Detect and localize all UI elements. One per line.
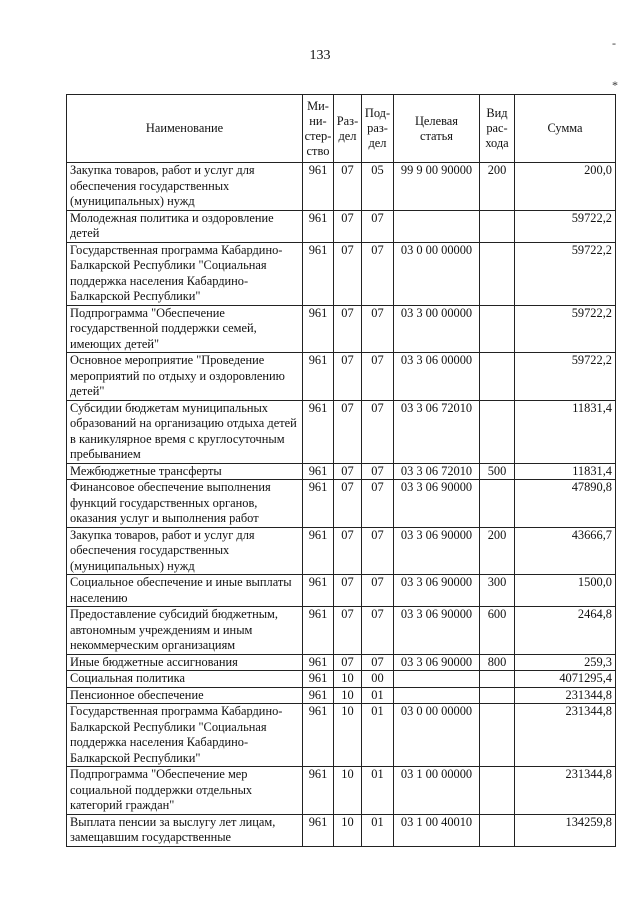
page-number: 133: [309, 48, 331, 63]
row-section: 07: [334, 400, 362, 463]
row-subsection: 07: [362, 607, 394, 655]
row-sum: 259,3: [515, 654, 616, 671]
row-section: 07: [334, 163, 362, 211]
row-sum: 43666,7: [515, 527, 616, 575]
row-section: 10: [334, 767, 362, 815]
table-row: [67, 305, 616, 353]
table-row: [67, 671, 616, 688]
row-subsection: 01: [362, 704, 394, 767]
row-target-article: 03 3 06 90000: [394, 654, 480, 671]
row-ministry: 961: [303, 242, 334, 305]
header-ministry: Ми- ни- стер- ство: [303, 95, 334, 163]
row-sum: 231344,8: [515, 704, 616, 767]
row-ministry: 961: [303, 463, 334, 480]
row-ministry: 961: [303, 704, 334, 767]
row-sum: 59722,2: [515, 305, 616, 353]
row-target-article: [394, 687, 480, 704]
row-target-article: 03 3 00 00000: [394, 305, 480, 353]
row-subsection: 07: [362, 210, 394, 242]
row-name: Подпрограмма "Обеспечение государственной поддержки семей, имеющих детей": [67, 305, 303, 353]
row-target-article: 03 3 06 90000: [394, 527, 480, 575]
table-row: [67, 607, 616, 655]
margin-mark: *: [612, 78, 618, 92]
row-ministry: 961: [303, 671, 334, 688]
table-row: [67, 575, 616, 607]
row-name: Молодежная политика и оздоровление детей: [67, 210, 303, 242]
row-sum: 231344,8: [515, 687, 616, 704]
table-row: [67, 163, 616, 211]
row-section: 07: [334, 305, 362, 353]
row-ministry: 961: [303, 767, 334, 815]
row-name: Иные бюджетные ассигнования: [67, 654, 303, 671]
row-expense-type: [480, 687, 515, 704]
row-subsection: 01: [362, 814, 394, 846]
row-subsection: 07: [362, 400, 394, 463]
row-target-article: 03 3 06 72010: [394, 463, 480, 480]
row-subsection: 00: [362, 671, 394, 688]
row-expense-type: 300: [480, 575, 515, 607]
row-target-article: 03 3 06 90000: [394, 480, 480, 528]
row-expense-type: [480, 210, 515, 242]
row-subsection: 01: [362, 767, 394, 815]
row-name: Государственная программа Кабардино-Балкарской Республики "Социальная поддержка населения Кабардино-Балкарской Республики": [67, 704, 303, 767]
row-section: 07: [334, 527, 362, 575]
table-row: [67, 463, 616, 480]
margin-mark: -: [612, 36, 616, 50]
row-sum: 231344,8: [515, 767, 616, 815]
row-target-article: 03 3 06 90000: [394, 575, 480, 607]
row-section: 07: [334, 480, 362, 528]
row-name: Социальное обеспечение и иные выплаты населению: [67, 575, 303, 607]
row-ministry: 961: [303, 607, 334, 655]
row-target-article: 03 3 06 90000: [394, 607, 480, 655]
table-row: [67, 242, 616, 305]
row-ministry: 961: [303, 163, 334, 211]
row-subsection: 01: [362, 687, 394, 704]
row-name: Межбюджетные трансферты: [67, 463, 303, 480]
row-name: Закупка товаров, работ и услуг для обеспечения государственных (муниципальных) нужд: [67, 163, 303, 211]
row-subsection: 07: [362, 242, 394, 305]
row-ministry: 961: [303, 575, 334, 607]
row-name: Социальная политика: [67, 671, 303, 688]
table-row: [67, 767, 616, 815]
row-subsection: 07: [362, 480, 394, 528]
row-ministry: 961: [303, 654, 334, 671]
row-sum: 134259,8: [515, 814, 616, 846]
row-target-article: 03 3 06 72010: [394, 400, 480, 463]
row-sum: 2464,8: [515, 607, 616, 655]
row-ministry: 961: [303, 687, 334, 704]
row-expense-type: [480, 353, 515, 401]
row-expense-type: 200: [480, 527, 515, 575]
row-name: Государственная программа Кабардино-Балкарской Республики "Социальная поддержка населения Кабардино-Балкарской Республики": [67, 242, 303, 305]
row-ministry: 961: [303, 353, 334, 401]
table-row: [67, 210, 616, 242]
row-name: Предоставление субсидий бюджетным, автономным учреждениям и иным некоммерческим организациям: [67, 607, 303, 655]
row-subsection: 07: [362, 353, 394, 401]
budget-table: [66, 94, 616, 847]
row-section: 07: [334, 654, 362, 671]
row-subsection: 05: [362, 163, 394, 211]
row-name: Субсидии бюджетам муниципальных образований на организацию отдыха детей в каникулярное время с круглосуточным пребыванием: [67, 400, 303, 463]
header-sum: Сумма: [515, 95, 616, 163]
row-name: Закупка товаров, работ и услуг для обеспечения государственных (муниципальных) нужд: [67, 527, 303, 575]
header-section: Раз- дел: [334, 95, 362, 163]
row-expense-type: [480, 814, 515, 846]
row-sum: 59722,2: [515, 210, 616, 242]
row-subsection: 07: [362, 305, 394, 353]
row-sum: 59722,2: [515, 242, 616, 305]
row-section: 07: [334, 210, 362, 242]
table-header-row: [67, 95, 616, 163]
row-target-article: 03 0 00 00000: [394, 242, 480, 305]
table-row: [67, 654, 616, 671]
row-target-article: [394, 210, 480, 242]
row-ministry: 961: [303, 527, 334, 575]
row-name: Финансовое обеспечение выполнения функций государственных органов, оказания услуг и выполнения работ: [67, 480, 303, 528]
row-section: 07: [334, 242, 362, 305]
row-name: Пенсионное обеспечение: [67, 687, 303, 704]
row-section: 07: [334, 575, 362, 607]
row-name: Выплата пенсии за выслугу лет лицам, замещавшим государственные: [67, 814, 303, 846]
row-expense-type: [480, 704, 515, 767]
row-section: 07: [334, 353, 362, 401]
row-target-article: 03 1 00 40010: [394, 814, 480, 846]
row-section: 10: [334, 687, 362, 704]
row-ministry: 961: [303, 480, 334, 528]
row-ministry: 961: [303, 814, 334, 846]
row-sum: 11831,4: [515, 400, 616, 463]
row-expense-type: 500: [480, 463, 515, 480]
table-row: [67, 704, 616, 767]
row-ministry: 961: [303, 305, 334, 353]
table-row: [67, 480, 616, 528]
row-target-article: 99 9 00 90000: [394, 163, 480, 211]
row-ministry: 961: [303, 400, 334, 463]
row-sum: 4071295,4: [515, 671, 616, 688]
row-section: 10: [334, 671, 362, 688]
row-expense-type: [480, 480, 515, 528]
header-expense-type: Вид рас- хода: [480, 95, 515, 163]
row-name: Подпрограмма "Обеспечение мер социальной поддержки отдельных категорий граждан": [67, 767, 303, 815]
row-expense-type: [480, 305, 515, 353]
row-section: 07: [334, 463, 362, 480]
row-sum: 1500,0: [515, 575, 616, 607]
table-row: [67, 527, 616, 575]
row-section: 07: [334, 607, 362, 655]
row-ministry: 961: [303, 210, 334, 242]
row-subsection: 07: [362, 527, 394, 575]
row-expense-type: 200: [480, 163, 515, 211]
row-expense-type: [480, 767, 515, 815]
row-sum: 11831,4: [515, 463, 616, 480]
row-expense-type: [480, 671, 515, 688]
row-target-article: [394, 671, 480, 688]
row-sum: 200,0: [515, 163, 616, 211]
row-expense-type: [480, 242, 515, 305]
row-name: Основное мероприятие "Проведение мероприятий по отдыху и оздоровлению детей": [67, 353, 303, 401]
row-expense-type: 600: [480, 607, 515, 655]
row-sum: 47890,8: [515, 480, 616, 528]
row-subsection: 07: [362, 575, 394, 607]
row-target-article: 03 1 00 00000: [394, 767, 480, 815]
row-section: 10: [334, 814, 362, 846]
row-subsection: 07: [362, 654, 394, 671]
header-name: Наименование: [67, 95, 303, 163]
table-row: [67, 353, 616, 401]
row-subsection: 07: [362, 463, 394, 480]
table-row: [67, 687, 616, 704]
row-expense-type: [480, 400, 515, 463]
table-row: [67, 400, 616, 463]
row-target-article: 03 3 06 00000: [394, 353, 480, 401]
header-subsection: Под- раз- дел: [362, 95, 394, 163]
table-row: [67, 814, 616, 846]
row-expense-type: 800: [480, 654, 515, 671]
row-sum: 59722,2: [515, 353, 616, 401]
header-target-article: Целевая статья: [394, 95, 480, 163]
row-target-article: 03 0 00 00000: [394, 704, 480, 767]
row-section: 10: [334, 704, 362, 767]
